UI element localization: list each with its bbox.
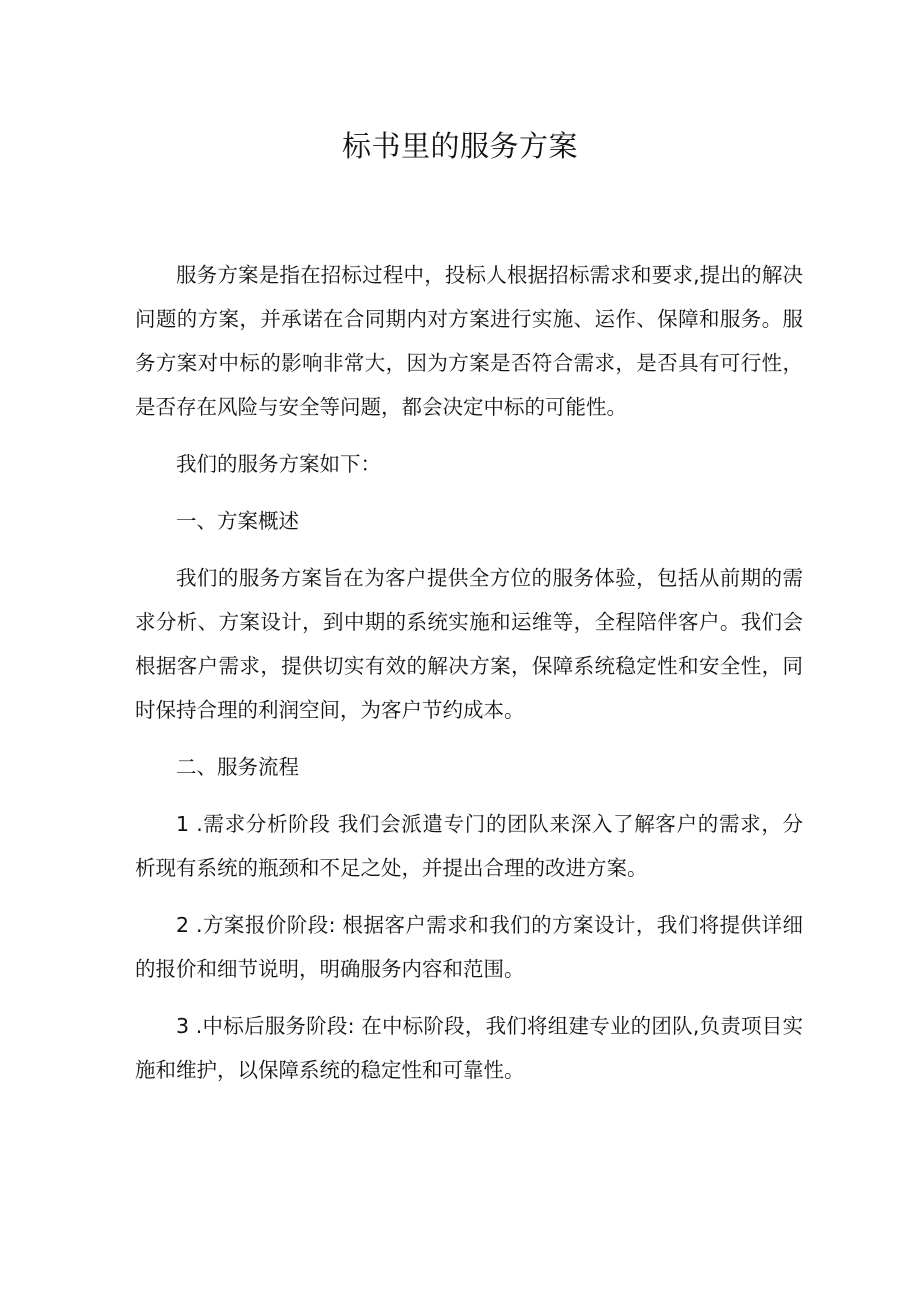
process-step-1: 1 .需求分析阶段 我们会派遣专门的团队来深入了解客户的需求，分析现有系统的瓶颈和不足之处，并提出合理的改进方案。 xyxy=(135,812,803,880)
document-body xyxy=(135,253,803,1105)
process-step-2: 2 .方案报价阶段: 根据客户需求和我们的方案设计，我们将提供详细的报价和细节说明，明确服务内容和范围。 xyxy=(135,913,803,981)
plan-intro-line: 我们的服务方案如下： xyxy=(176,452,381,476)
document-title: 标书里的服务方案 xyxy=(341,129,578,163)
section-heading-overview: 一、方案概述 xyxy=(176,509,299,533)
overview-paragraph: 我们的服务方案旨在为客户提供全方位的服务体验，包括从前期的需求分析、方案设计，到中期的系统实施和运维等，全程陪伴客户。我们会根据客户需求，提供切实有效的解决方案，保障系统稳定性和安全性，同时保持合理的利润空间，为客户节约成本。 xyxy=(135,566,803,722)
intro-paragraph: 服务方案是指在招标过程中，投标人根据招标需求和要求,提出的解决问题的方案，并承诺在合同期内对方案进行实施、运作、保障和服务。服务方案对中标的影响非常大，因为方案是否符合需求，是否具有可行性，是否存在风险与安全等问题，都会决定中标的可能性。 xyxy=(135,263,803,419)
section-heading-process: 二、服务流程 xyxy=(176,755,299,779)
process-step-3: 3 .中标后服务阶段: 在中标阶段，我们将组建专业的团队,负责项目实施和维护，以保障系统的稳定性和可靠性。 xyxy=(135,1014,803,1082)
